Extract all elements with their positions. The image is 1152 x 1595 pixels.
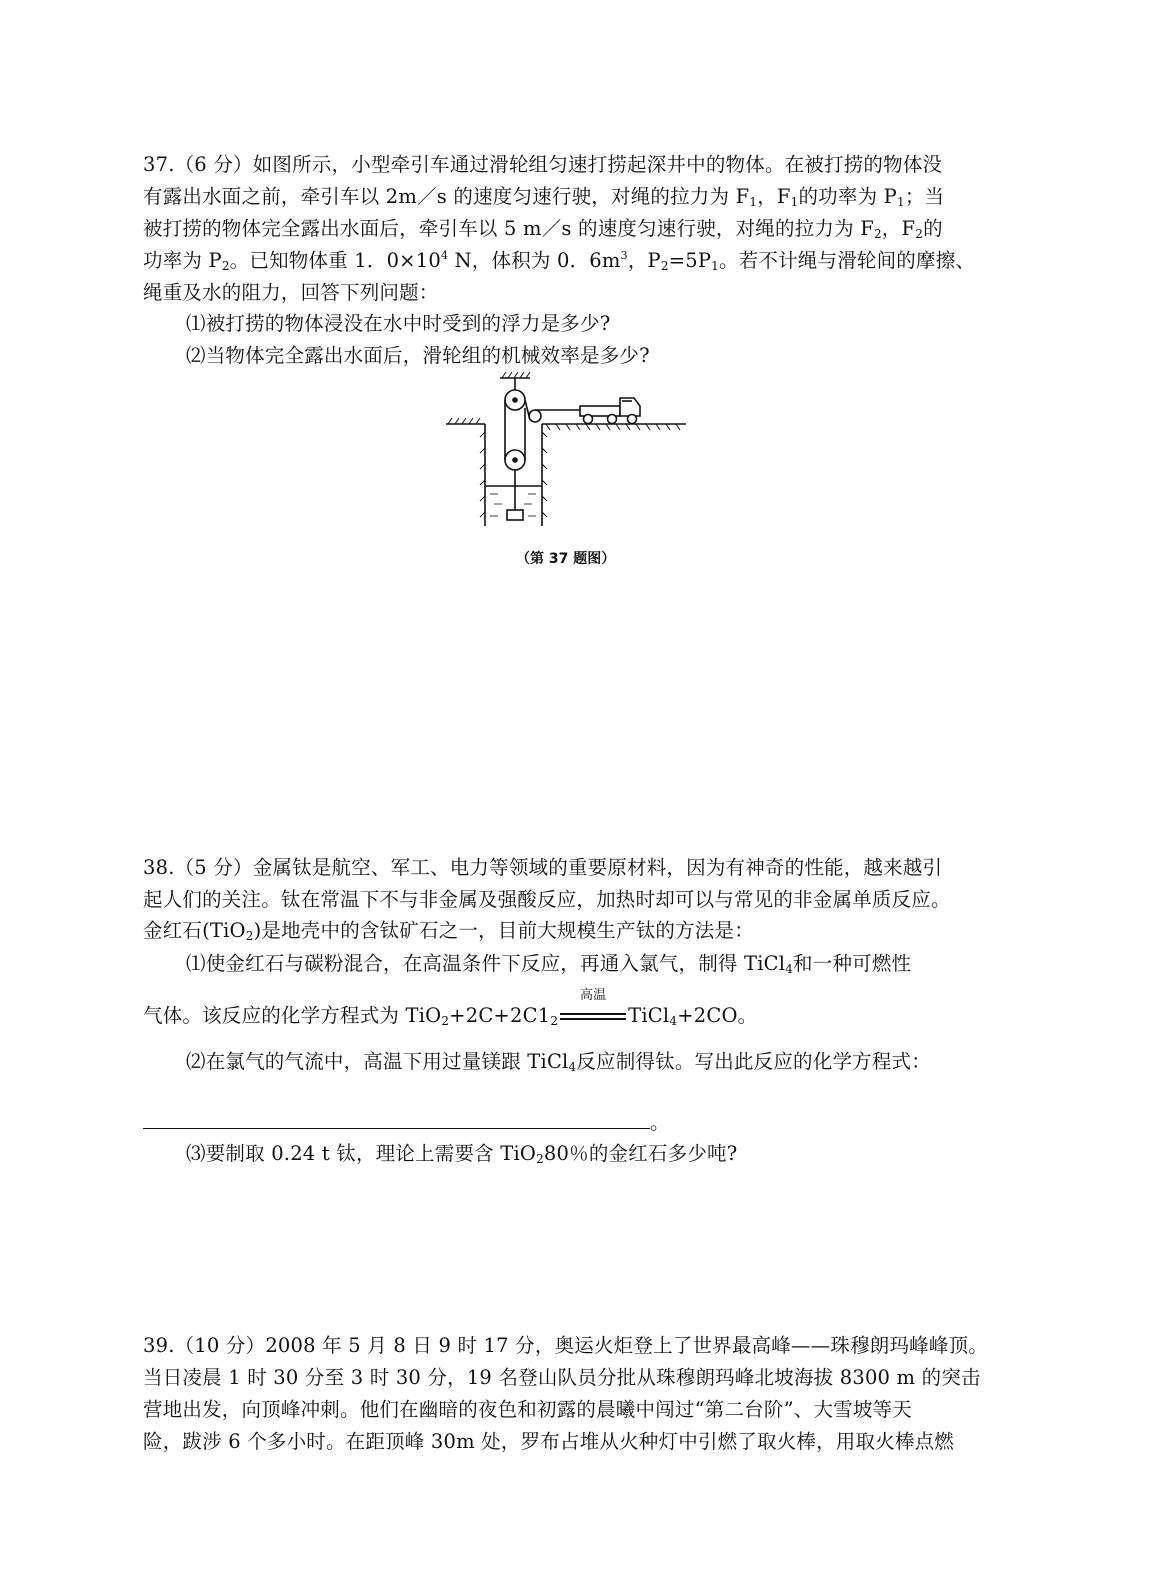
reaction-condition: 高温 bbox=[579, 988, 607, 1003]
answer-blank-line[interactable]: 。 bbox=[143, 1110, 670, 1136]
q37-line-2: 有露出水面之前，牵引车以 2m／s 的速度匀速行驶，对绳的拉力为 $F_1$，$F_1$的功率为 $P_1$；当 bbox=[143, 185, 945, 209]
q38-line-1: 38.（5 分）金属钛是航空、军工、电力等领域的重要原材料，因为有神奇的性能，越来越引 bbox=[143, 856, 943, 879]
q39-line-3: 营地出发，向顶峰冲刺。他们在幽暗的夜色和初露的晨曦中闯过“第二台阶”、大雪坡等天 bbox=[143, 1398, 912, 1421]
q38-line-3: 金红石(TiO$_2$)是地壳中的含钛矿石之一，目前大规模生产钛的方法是： bbox=[143, 919, 754, 943]
q37-subquestion-1: ⑴被打捞的物体浸没在水中时受到的浮力是多少? bbox=[186, 312, 611, 335]
q39-line-2: 当日凌晨 1 时 30 分至 3 时 30 分，19 名登山队员分批从珠穆朗玛峰北坡海拔 8300 m 的突击 bbox=[143, 1366, 981, 1389]
q37-line-3: 被打捞的物体完全露出水面后，牵引车以 5 m／s 的速度匀速行驶，对绳的拉力为 $F_2$，$F_2$的 bbox=[143, 217, 943, 241]
q39-line-4: 险，跋涉 6 个多小时。在距顶峰 30m 处，罗布占堆从火种灯中引燃了取火棒，用取火棒点燃 bbox=[143, 1430, 955, 1453]
q37-line-5: 绳重及水的阻力，回答下列问题： bbox=[143, 281, 439, 304]
q38-equation: 气体。该反应的化学方程式为 $TiO_2+2C+2C1_2$ 高温 TiCl$_4$+2CO。 bbox=[143, 1003, 757, 1029]
q37-subquestion-2: ⑵当物体完全露出水面后，滑轮组的机械效率是多少? bbox=[186, 344, 650, 367]
q38-part-2: ⑵在氯气的气流中，高温下用过量镁跟 TiCl$_4$反应制得钛。写出此反应的化学方程式： bbox=[186, 1050, 931, 1074]
q38-part-1: ⑴使金红石与碳粉混合，在高温条件下反应，再通入氯气，制得 TiCl$_4$和一种可燃性 bbox=[186, 952, 912, 976]
figure-caption: （第 37 题图） bbox=[516, 551, 616, 567]
q37-line-4: 功率为 $P_2$。已知物体重 1．$0\times 10^4$ N，体积为 0．$6m^3$，$P_2=5P_1$。若不计绳与滑轮间的摩擦、 bbox=[143, 249, 976, 273]
q38-part-3: ⑶要制取 0.24 t 钛，理论上需要含 TiO$_2$80％的金红石多少吨? bbox=[186, 1142, 738, 1166]
q37-line-1: 37.（6 分）如图所示，小型牵引车通过滑轮组匀速打捞起深井中的物体。在被打捞的物体没 bbox=[143, 153, 943, 176]
pulley-well-diagram bbox=[440, 368, 700, 530]
reaction-arrow bbox=[558, 988, 628, 1029]
q38-line-2: 起人们的关注。钛在常温下不与非金属及强酸反应，加热时却可以与常见的非金属单质反应。 bbox=[143, 888, 951, 911]
q39-line-1: 39.（10 分）2008 年 5 月 8 日 9 时 17 分，奥运火炬登上了世界最高峰——珠穆朗玛峰峰顶。 bbox=[143, 1334, 988, 1357]
